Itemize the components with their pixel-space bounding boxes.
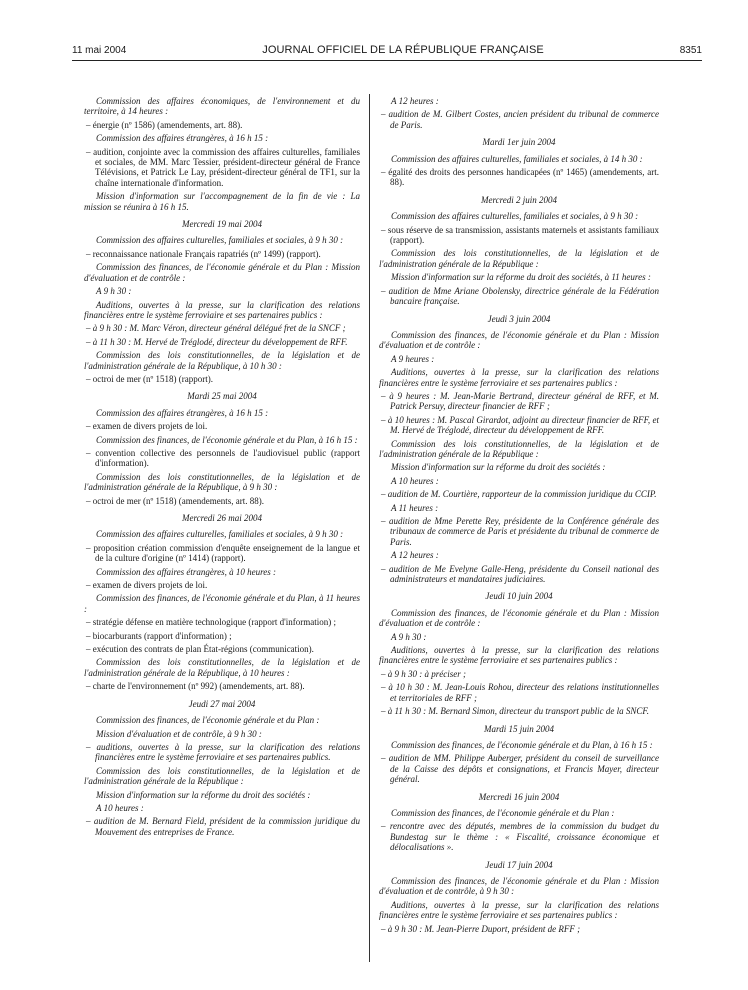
agenda-heading: A 9 heures :	[391, 353, 435, 364]
header-date: 11 mai 2004	[72, 45, 127, 56]
agenda-item	[379, 924, 659, 934]
agenda-heading: Commission des finances, de l'économie générale et du Plan :	[96, 715, 320, 726]
dash-marker: –	[86, 421, 93, 432]
dash-marker: –	[86, 373, 93, 384]
dash-marker: –	[86, 336, 93, 347]
agenda-heading: Commission des finances, de l'économie générale et du Plan, à 16 h 15 :	[391, 739, 653, 750]
session-date-heading: Mercredi 19 mai 2004	[181, 219, 263, 230]
agenda-item-text: examen de divers projets de loi.	[92, 421, 208, 432]
dash-marker: –	[86, 542, 94, 553]
dash-marker: –	[381, 224, 388, 235]
agenda-item	[84, 543, 360, 564]
agenda-heading: Commission des lois constitutionnelles, de la législation et de l'administration générale de la République, à 9 h 30 :	[84, 471, 360, 493]
dash-marker: –	[381, 390, 390, 401]
dash-marker: –	[381, 668, 388, 679]
dash-marker: –	[381, 753, 389, 764]
agenda-heading: Commission des affaires culturelles, familiales et sociales, à 9 h 30 :	[391, 211, 639, 222]
dash-marker: –	[381, 489, 388, 500]
agenda-item	[84, 421, 360, 431]
agenda-item-text: audition de MM. Philippe Auberger, président du conseil de surveillance de la Caisse des dépôts et consignations, et Francis Mayer, directeur général.	[388, 753, 660, 785]
dash-marker: –	[381, 167, 389, 178]
agenda-item-text: audition de Mme Ariane Obolensky, directrice générale de la Fédération bancaire française.	[388, 285, 660, 307]
agenda-item	[84, 617, 360, 627]
agenda-item	[379, 286, 659, 307]
agenda-heading: Commission des finances, de l'économie générale et du Plan : Mission d'évaluation et de contrôle, à 9 h 30 :	[379, 875, 659, 897]
agenda-item	[379, 167, 659, 188]
agenda-item	[84, 580, 360, 590]
agenda-heading: Commission des finances, de l'économie générale et du Plan : Mission d'évaluation et de contrôle :	[379, 329, 659, 351]
agenda-heading: Commission des affaires culturelles, familiales et sociales, à 9 h 30 :	[96, 235, 344, 246]
agenda-item	[84, 323, 360, 333]
agenda-item	[84, 147, 360, 189]
dash-marker: –	[86, 644, 93, 655]
dash-marker: –	[381, 285, 389, 296]
agenda-item-text: audition de M. Bernard Field, président de la commission juridique du Mouvement des entreprises de France.	[93, 816, 361, 837]
agenda-item	[84, 249, 360, 259]
agenda-item-text: biocarburants (rapport d'information) ;	[92, 630, 232, 641]
agenda-heading: Commission des lois constitutionnelles, de la législation et de l'administration générale de la République :	[379, 438, 659, 459]
dash-marker: –	[381, 516, 389, 526]
agenda-item-text: stratégie défense en matière technologique (rapport d'information) ;	[92, 617, 337, 628]
dash-marker: –	[381, 682, 389, 693]
dash-marker: –	[86, 495, 93, 506]
dash-marker: –	[381, 923, 388, 934]
agenda-heading: Commission des finances, de l'économie générale et du Plan : Mission d'évaluation et de contrôle :	[379, 607, 659, 629]
agenda-heading: Mission d'information sur la réforme du droit des sociétés, à 11 heures :	[391, 272, 651, 283]
agenda-item-text: à 9 h 30 : à préciser ;	[387, 668, 466, 679]
agenda-heading: A 9 h 30 :	[391, 631, 427, 642]
agenda-item-text: à 10 h 30 : M. Jean-Louis Rohou, directeur des relations institutionnelles et territoriales de RFF ;	[388, 682, 660, 703]
agenda-item	[84, 631, 360, 641]
agenda-heading: Auditions, ouvertes à la presse, sur la clarification des relations financières entre le système ferroviaire et ses partenaires publics :	[379, 645, 659, 666]
dash-marker: –	[86, 630, 93, 641]
agenda-item	[84, 742, 360, 763]
agenda-item-text: audition de Me Evelyne Galle-Heng, présidente du Conseil national des administrateurs et mandataires judiciaires.	[388, 563, 659, 585]
session-date-heading: Mercredi 2 juin 2004	[480, 194, 558, 205]
dash-marker: –	[86, 617, 93, 628]
agenda-heading: Commission des affaires étrangères, à 16 h 15 :	[96, 133, 269, 144]
page-number: 8351	[679, 45, 702, 56]
agenda-item	[379, 564, 659, 585]
dash-marker: –	[381, 563, 389, 574]
agenda-item-text: énergie (nº 1586) (amendements, art. 88).	[92, 119, 243, 130]
agenda-item-text: sous réserve de sa transmission, assistants maternels et assistants familiaux (rapport).	[387, 224, 660, 246]
agenda-item	[84, 448, 360, 469]
session-date-heading: Mercredi 26 mai 2004	[181, 513, 263, 523]
agenda-item	[84, 681, 360, 691]
agenda-item-text: à 11 h 30 : M. Hervé de Tréglodé, directeur du développement de RFF.	[92, 336, 348, 347]
agenda-item	[379, 516, 659, 547]
agenda-item	[379, 415, 659, 436]
agenda-item	[84, 337, 360, 347]
agenda-item-text: octroi de mer (nº 1518) (rapport).	[92, 373, 213, 384]
agenda-heading: Commission des finances, de l'économie générale et du Plan :	[391, 807, 615, 818]
agenda-item-text: auditions, ouvertes à la presse, sur la clarification des relations financières entre le système ferroviaire et ses partenaires publics.	[95, 741, 361, 763]
agenda-heading: Auditions, ouvertes à la presse, sur la clarification des relations financières entre le système ferroviaire et ses partenaires publics :	[379, 899, 659, 921]
dash-marker: –	[86, 816, 94, 827]
agenda-item-text: proposition création commission d'enquête enseignement de la langue et de la culture d'origine (nº 1414) (rapport).	[93, 542, 360, 564]
agenda-item	[379, 706, 659, 716]
agenda-item	[379, 391, 659, 412]
agenda-item	[84, 374, 360, 384]
agenda-heading: Mission d'évaluation et de contrôle, à 9 h 30 :	[96, 728, 262, 739]
agenda-heading: Commission des lois constitutionnelles, de la législation et de l'administration générale de la République, à 10 h 30 :	[84, 350, 360, 371]
agenda-heading: Commission des affaires culturelles, familiales et sociales, à 14 h 30 :	[391, 153, 643, 164]
dash-marker: –	[381, 109, 389, 120]
agenda-item-text: convention collective des personnels de l'audiovisuel public (rapport d'information).	[95, 447, 360, 469]
agenda-heading: A 10 heures :	[391, 475, 439, 486]
agenda-item-text: audition de M. Gilbert Costes, ancien président du tribunal de commerce de Paris.	[388, 109, 660, 130]
agenda-item	[84, 496, 360, 506]
agenda-item	[84, 644, 360, 654]
agenda-item-text: à 9 h 30 : M. Jean-Pierre Duport, président de RFF ;	[387, 923, 581, 934]
agenda-heading: Mission d'information sur l'accompagnement de la fin de vie : La mission se réunira à 16 h 15.	[84, 191, 360, 212]
session-date-heading: Mardi 1er juin 2004	[482, 137, 556, 148]
dash-marker: –	[86, 323, 93, 334]
right-column	[379, 96, 659, 937]
agenda-heading: Commission des lois constitutionnelles, de la législation et de l'administration générale de la République :	[84, 765, 360, 787]
agenda-heading: A 11 heures :	[391, 502, 439, 513]
agenda-item-text: à 9 heures : M. Jean-Marie Bertrand, directeur général de RFF, et M. Patrick Persuy, directeur financier de RFF ;	[389, 390, 659, 412]
agenda-heading: A 12 heures :	[391, 96, 439, 106]
agenda-heading: Commission des lois constitutionnelles, de la législation et de l'administration générale de la République, à 10 heures :	[84, 657, 360, 678]
session-date-heading: Mardi 15 juin 2004	[484, 723, 554, 734]
dash-marker: –	[381, 414, 388, 425]
agenda-item-text: audition de M. Courtière, rapporteur de la commission juridique du CCIP.	[387, 489, 657, 500]
session-date-heading: Mercredi 16 juin 2004	[478, 791, 560, 802]
agenda-item-text: rencontre avec des députés, membres de la commission du budget du Bundestag sur le thème : « Fiscalité, croissance économique et délocalisations ».	[389, 821, 659, 853]
session-date-heading: Jeudi 17 juin 2004	[485, 859, 553, 870]
dash-marker: –	[86, 248, 93, 259]
session-date-heading: Mardi 25 mai 2004	[187, 391, 257, 402]
agenda-heading: A 12 heures :	[391, 550, 439, 561]
header-rule	[72, 60, 702, 61]
agenda-item-text: à 9 h 30 : M. Marc Véron, directeur général délégué fret de la SNCF ;	[92, 323, 346, 334]
agenda-item	[379, 682, 659, 703]
agenda-item-text: à 10 heures : M. Pascal Girardot, adjoint au directeur financier de RFF, et M. Hervé de Tréglodé, directeur du développement de RFF.	[387, 414, 660, 436]
agenda-item	[379, 489, 659, 499]
dash-marker: –	[86, 119, 93, 130]
agenda-heading: A 10 heures :	[96, 802, 144, 813]
page-header	[72, 44, 702, 56]
dash-marker: –	[86, 681, 93, 692]
agenda-item-text: charte de l'environnement (nº 992) (amendements, art. 88).	[92, 681, 305, 692]
agenda-heading: Commission des finances, de l'économie générale et du Plan, à 16 h 15 :	[96, 434, 358, 445]
agenda-item-text: audition, conjointe avec la commission des affaires culturelles, familiales et sociales, de MM. Marc Tessier, président-directeur général de France Télévisions, et Patrick Le Lay, président-directeur général de TF1, sur la chaîne internationale d'information.	[93, 146, 360, 188]
agenda-item-text: octroi de mer (nº 1518) (amendements, art. 88).	[92, 495, 264, 506]
agenda-heading: Commission des affaires culturelles, familiales et sociales, à 9 h 30 :	[96, 529, 344, 540]
agenda-heading: Commission des affaires économiques, de l'environnement et du territoire, à 14 heures :	[84, 96, 360, 117]
agenda-heading: A 9 h 30 :	[96, 286, 132, 297]
agenda-item	[84, 816, 360, 837]
agenda-heading: Commission des lois constitutionnelles, de la législation et de l'administration générale de la République :	[379, 248, 659, 269]
dash-marker: –	[86, 447, 96, 458]
agenda-heading: Mission d'information sur la réforme du droit des sociétés :	[391, 462, 606, 473]
agenda-item-text: exécution des contrats de plan État-régions (communication).	[92, 644, 314, 655]
agenda-item	[379, 821, 659, 852]
agenda-heading: Commission des affaires étrangères, à 10 heures :	[96, 566, 276, 577]
agenda-item	[379, 753, 659, 784]
agenda-item-text: audition de Mme Perette Rey, présidente de la Conférence générale des tribunaux de commerce de Paris et présidente du tribunal de commerce de Paris.	[389, 516, 659, 547]
agenda-item-text: examen de divers projets de loi.	[92, 580, 208, 591]
dash-marker: –	[381, 821, 390, 832]
agenda-item-text: égalité des droits des personnes handicapées (nº 1465) (amendements, art. 88).	[388, 167, 659, 188]
agenda-item	[379, 669, 659, 679]
session-date-heading: Jeudi 10 juin 2004	[485, 591, 553, 602]
dash-marker: –	[86, 146, 94, 157]
agenda-heading: Commission des finances, de l'économie générale et du Plan, à 11 heures :	[84, 593, 360, 614]
agenda-item	[379, 225, 659, 246]
agenda-item	[379, 109, 659, 130]
left-column	[84, 96, 360, 840]
agenda-item	[84, 120, 360, 130]
agenda-item-text: à 11 h 30 : M. Bernard Simon, directeur du transport public de la SNCF.	[387, 706, 649, 717]
dash-marker: –	[381, 706, 388, 717]
agenda-heading: Auditions, ouvertes à la presse, sur la clarification des relations financières entre le système ferroviaire et ses partenaires publics :	[84, 299, 360, 320]
agenda-heading: Commission des finances, de l'économie générale et du Plan : Mission d'évaluation et de contrôle :	[84, 262, 360, 283]
agenda-item-text: reconnaissance nationale Français rapatriés (nº 1499) (rapport).	[92, 248, 321, 259]
agenda-heading: Mission d'information sur la réforme du droit des sociétés :	[96, 789, 311, 800]
dash-marker: –	[86, 741, 97, 752]
agenda-heading: Auditions, ouvertes à la presse, sur la clarification des relations financières entre le système ferroviaire et ses partenaires publics :	[379, 367, 659, 388]
session-date-heading: Jeudi 27 mai 2004	[188, 698, 256, 709]
agenda-heading: Commission des affaires étrangères, à 16 h 15 :	[96, 407, 269, 418]
session-date-heading: Jeudi 3 juin 2004	[487, 313, 551, 324]
dash-marker: –	[86, 580, 93, 591]
column-divider	[369, 94, 370, 962]
journal-title: JOURNAL OFFICIEL DE LA RÉPUBLIQUE FRANÇAISE	[262, 44, 544, 56]
